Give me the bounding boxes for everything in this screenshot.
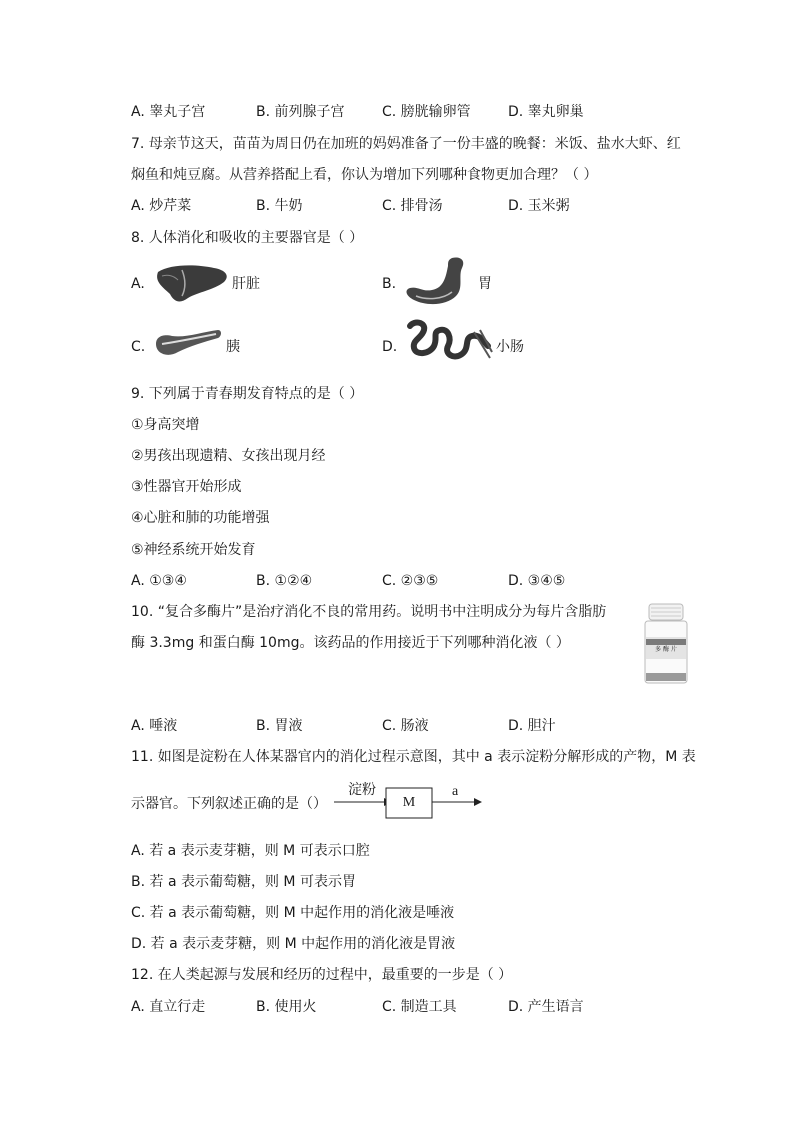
q6-option-d: D. 睾丸卵巢 <box>508 104 584 120</box>
diagram-box-label: M <box>402 795 416 810</box>
bottle-label-text: 多 酶 片 <box>655 646 677 653</box>
q7-option-b: B. 牛奶 <box>256 198 303 214</box>
q7-stem-line1: 7. 母亲节这天，苗苗为周日仍在加班的妈妈准备了一份丰盛的晚餐：米饭、盐水大虾、红 <box>131 136 681 152</box>
q9-item-2: ②男孩出现遗精、女孩出现月经 <box>131 448 326 464</box>
diagram-input-label: 淀粉 <box>348 782 376 798</box>
q9-option-a: A. ①③④ <box>131 573 187 589</box>
q9-option-c: C. ②③⑤ <box>382 573 439 589</box>
q8-option-a-label: 肝脏 <box>232 276 260 292</box>
q6-option-a: A. 睾丸子宫 <box>131 104 206 120</box>
q10-option-c: C. 肠液 <box>382 718 429 734</box>
q11-option-d: D. 若 a 表示麦芽糖，则 M 中起作用的消化液是胃液 <box>131 936 456 952</box>
diagram-output-label: a <box>452 784 459 799</box>
digestion-diagram <box>332 780 492 824</box>
q6-option-c: C. 膀胱输卵管 <box>382 104 471 120</box>
q8-option-a-letter: A. <box>131 276 145 292</box>
q8-option-c-label: 胰 <box>226 339 240 355</box>
q9-item-3: ③性器官开始形成 <box>131 479 242 495</box>
q10-option-b: B. 胃液 <box>256 718 303 734</box>
q8-option-d-label: 小肠 <box>496 339 524 355</box>
output-arrowhead <box>474 798 482 806</box>
q12-option-b: B. 使用火 <box>256 999 317 1015</box>
q10-option-d: D. 胆汁 <box>508 718 556 734</box>
q9-option-b: B. ①②④ <box>256 573 313 589</box>
q9-item-5: ⑤神经系统开始发育 <box>131 542 256 558</box>
q12-option-a: A. 直立行走 <box>131 999 206 1015</box>
q8-option-d-letter: D. <box>382 339 398 355</box>
q9-item-1: ①身高突增 <box>131 417 200 433</box>
q12-option-d: D. 产生语言 <box>508 999 584 1015</box>
q11-option-a: A. 若 a 表示麦芽糖，则 M 可表示口腔 <box>131 843 370 859</box>
q11-option-b: B. 若 a 表示葡萄糖，则 M 可表示胃 <box>131 874 356 890</box>
intestine-icon <box>404 318 494 364</box>
q8-stem: 8. 人体消化和吸收的主要器官是（ ） <box>131 230 364 246</box>
q9-stem: 9. 下列属于青春期发育特点的是（ ） <box>131 386 364 402</box>
q6-option-b: B. 前列腺子宫 <box>256 104 345 120</box>
q8-option-b-label: 胃 <box>478 276 492 292</box>
q7-stem-line2: 焖鱼和炖豆腐。从营养搭配上看，你认为增加下列哪种食物更加合理？（ ） <box>131 167 598 183</box>
q12-stem: 12. 在人类起源与发展和经历的过程中，最重要的一步是（ ） <box>131 967 513 983</box>
q10-option-a: A. 唾液 <box>131 718 178 734</box>
q8-option-c-letter: C. <box>131 339 146 355</box>
q8-option-b-letter: B. <box>382 276 397 292</box>
q11-stem-line2: 示器官。下列叙述正确的是（） <box>131 796 327 812</box>
q7-option-d: D. 玉米粥 <box>508 198 570 214</box>
q11-stem-line1: 11. 如图是淀粉在人体某器官内的消化过程示意图，其中 a 表示淀粉分解形成的产物，M 表 <box>131 749 696 765</box>
q11-option-c: C. 若 a 表示葡萄糖，则 M 中起作用的消化液是唾液 <box>131 905 455 921</box>
q10-stem-line1: 10. “复合多酶片”是治疗消化不良的常用药。说明书中注明成分为每片含脂肪 <box>131 604 607 620</box>
q9-item-4: ④心脏和肺的功能增强 <box>131 510 270 526</box>
pancreas-icon <box>152 326 224 362</box>
q9-option-d: D. ③④⑤ <box>508 573 566 589</box>
q7-option-c: C. 排骨汤 <box>382 198 443 214</box>
liver-icon <box>152 262 232 306</box>
stomach-icon <box>402 254 478 310</box>
q7-option-a: A. 炒芹菜 <box>131 198 192 214</box>
q10-stem-line2: 酶 3.3mg 和蛋白酶 10mg。该药品的作用接近于下列哪种消化液（ ） <box>131 635 570 651</box>
q12-option-c: C. 制造工具 <box>382 999 457 1015</box>
medicine-bottle-image <box>643 603 689 685</box>
